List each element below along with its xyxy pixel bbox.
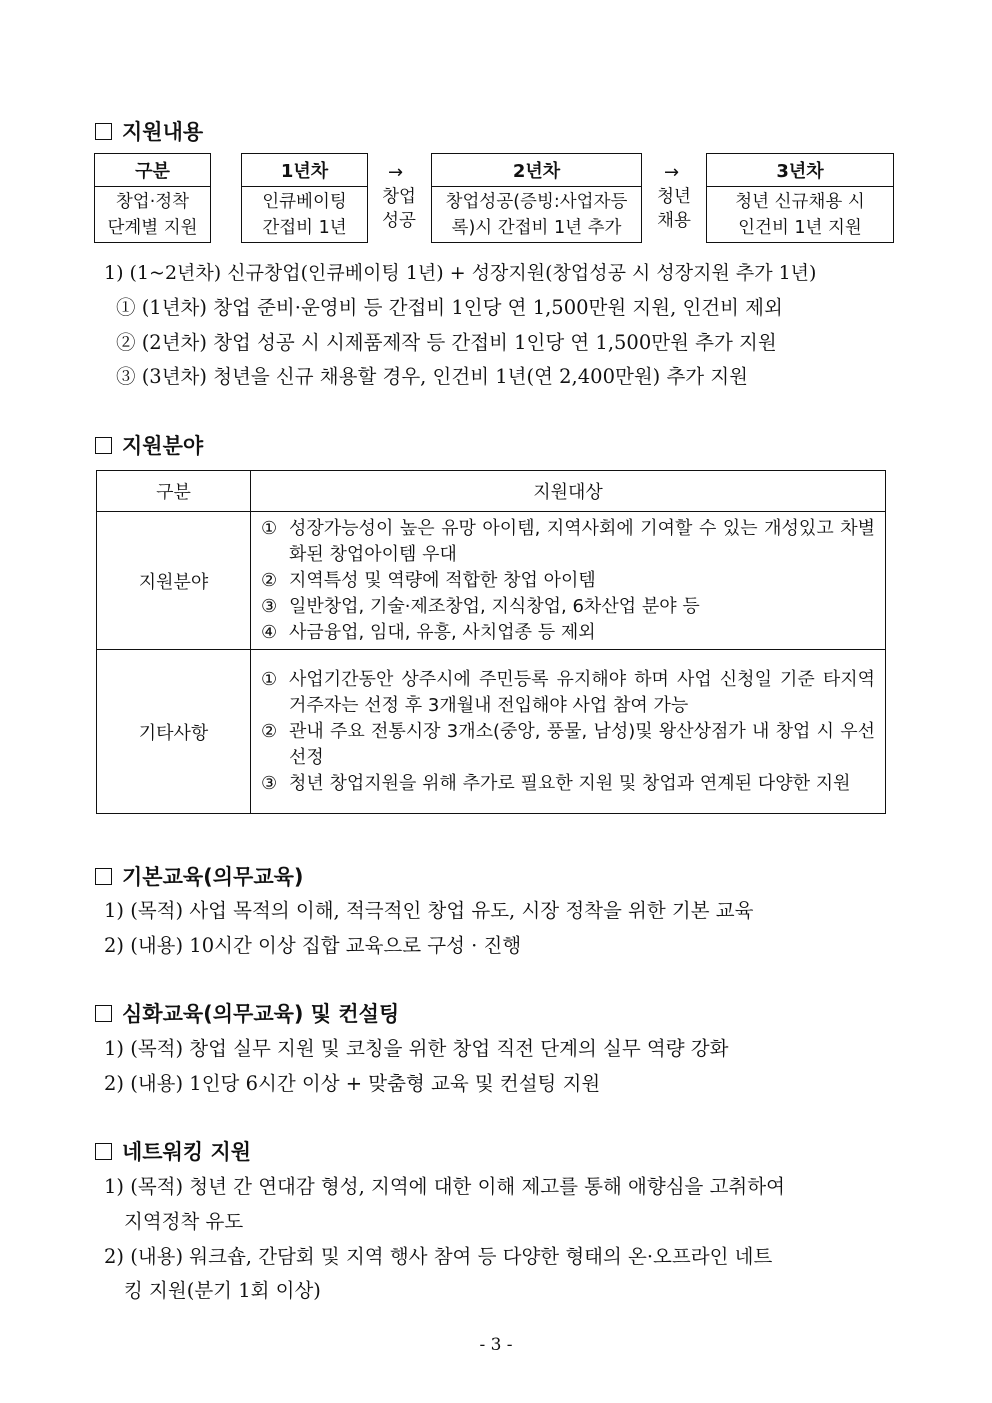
- page-number: - 3 -: [479, 1335, 513, 1355]
- flow-box-category: 구분 창업·정착 단계별 지원: [94, 153, 211, 243]
- table-row: [97, 650, 886, 814]
- list-item: ① 사업기간동안 상주시에 주민등록 유지해야 하며 사업 신청일 기준 타지역 거주자는 선정 후 3개월내 전입해야 사업 참여 가능: [261, 668, 875, 716]
- support-content-line: ③ (3년차) 청년을 신규 채용할 경우, 인건비 1년(연 2,400만원) 추가 지원: [116, 365, 749, 388]
- list-item: ④ 사금융업, 임대, 유흥, 사치업종 등 제외: [261, 621, 596, 643]
- row-content: [251, 650, 886, 814]
- checkbox-square-icon: [95, 1143, 112, 1160]
- flow-box-header: 구분: [95, 154, 210, 187]
- section-title-support-field: 지원분야: [95, 430, 203, 460]
- advanced-education-line: 2) (내용) 1인당 6시간 이상 + 맞춤형 교육 및 컨설팅 지원: [104, 1072, 601, 1095]
- table-row: [97, 512, 886, 650]
- support-content-line: 1) (1~2년차) 신규창업(인큐베이팅 1년) + 성장지원(창업성공 시 성장지원 추가 1년): [104, 262, 817, 284]
- checkbox-square-icon: [95, 868, 112, 885]
- networking-line: 지역정착 유도: [124, 1210, 244, 1233]
- support-field-table: [96, 470, 886, 814]
- support-content-line: ① (1년차) 창업 준비·운영비 등 간접비 1인당 연 1,500만원 지원, 인건비 제외: [116, 296, 783, 319]
- checkbox-square-icon: [95, 437, 112, 454]
- flow-box-year3: 3년차 청년 신규채용 시 인건비 1년 지원: [706, 153, 894, 243]
- list-item: ③ 일반창업, 기술·제조창업, 지식창업, 6차산업 분야 등: [261, 595, 700, 617]
- section-title-support-content: 지원내용: [95, 116, 203, 146]
- flow-box-year1: 1년차 인큐베이팅 간접비 1년: [241, 153, 368, 243]
- row-content: [251, 512, 886, 650]
- checkbox-square-icon: [95, 1005, 112, 1022]
- flow-box-year2: 2년차 창업성공(증빙:사업자등 록)시 간접비 1년 추가: [431, 153, 642, 243]
- flow-box-header: 1년차: [242, 154, 367, 187]
- section-title-basic-education: 기본교육(의무교육): [95, 861, 303, 891]
- right-arrow-icon: →: [388, 162, 404, 183]
- list-item: ③ 청년 창업지원을 위해 추가로 필요한 지원 및 창업과 연계된 다양한 지원: [261, 772, 851, 794]
- flow-box-header: 2년차: [432, 154, 641, 187]
- flow-box-header: 3년차: [707, 154, 893, 187]
- support-content-line: ② (2년차) 창업 성공 시 시제품제작 등 간접비 1인당 연 1,500만원 추가 지원: [116, 331, 777, 354]
- right-arrow-icon: →: [664, 162, 680, 183]
- table-header-category: 구분: [97, 471, 251, 512]
- checkbox-square-icon: [95, 123, 112, 140]
- list-item: ② 지역특성 및 역량에 적합한 창업 아이템: [261, 569, 596, 591]
- table-header-target: 지원대상: [251, 471, 886, 512]
- basic-education-line: 1) (목적) 사업 목적의 이해, 적극적인 창업 유도, 시장 정착을 위한 기본 교육: [104, 899, 754, 922]
- flow-transition-youth-hire: 청년 채용: [657, 187, 691, 231]
- list-item: ② 관내 주요 전통시장 3개소(중앙, 풍물, 남성)및 왕산상점가 내 창업 시 우선 선정: [261, 720, 875, 768]
- advanced-education-line: 1) (목적) 창업 실무 지원 및 코칭을 위한 창업 직전 단계의 실무 역량 강화: [104, 1037, 729, 1060]
- networking-line: 2) (내용) 워크숍, 간담회 및 지역 행사 참여 등 다양한 형태의 온·오프라인 네트: [104, 1245, 773, 1268]
- networking-line: 1) (목적) 청년 간 연대감 형성, 지역에 대한 이해 제고를 통해 애향심을 고취하여: [104, 1175, 785, 1198]
- table-header-row: [97, 471, 886, 512]
- flow-transition-startup-success: 창업 성공: [382, 187, 416, 231]
- section-title-advanced-education: 심화교육(의무교육) 및 컨설팅: [95, 998, 399, 1028]
- section-title-networking: 네트워킹 지원: [95, 1136, 251, 1166]
- list-item: ① 성장가능성이 높은 유망 아이템, 지역사회에 기여할 수 있는 개성있고 차별화된 창업아이템 우대: [261, 517, 875, 565]
- basic-education-line: 2) (내용) 10시간 이상 집합 교육으로 구성 · 진행: [104, 934, 522, 957]
- row-label: 지원분야: [97, 512, 251, 650]
- row-label: 기타사항: [97, 650, 251, 814]
- networking-line: 킹 지원(분기 1회 이상): [124, 1279, 321, 1302]
